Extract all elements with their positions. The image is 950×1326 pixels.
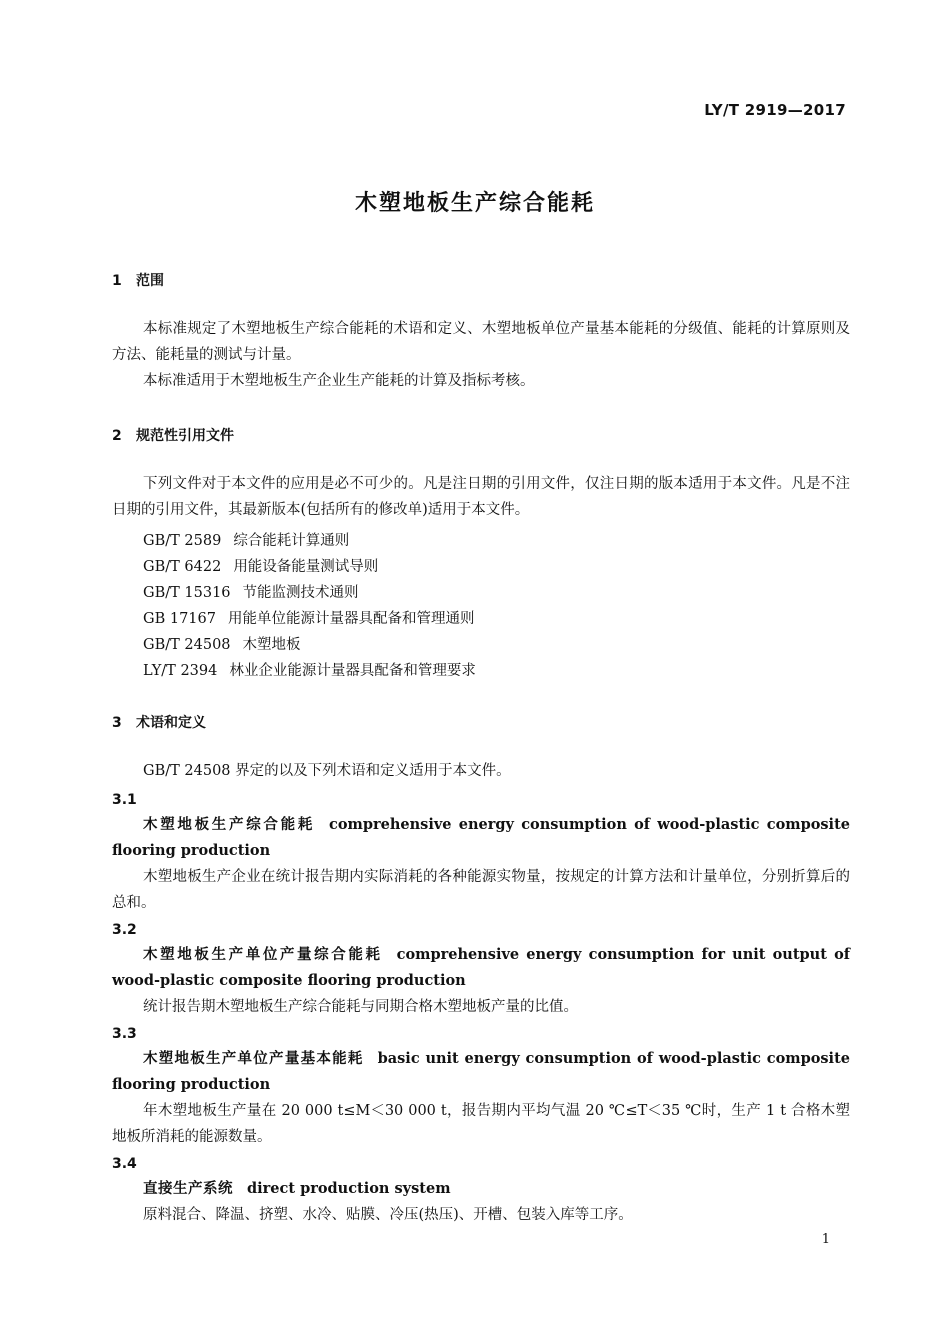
term-english: comprehensive energy consumption for unit output of wood-plastic composite flooring production (112, 946, 850, 989)
term-heading (112, 942, 850, 994)
reference-code: LY/T 2394 (143, 663, 218, 679)
reference-item (143, 581, 359, 602)
section-number: 1 (112, 273, 122, 289)
term-number: 3.1 (112, 792, 137, 808)
term-heading (112, 1176, 850, 1202)
section-title: 范围 (136, 273, 164, 289)
term-number: 3.2 (112, 922, 137, 938)
reference-title: 综合能耗计算通则 (233, 533, 350, 549)
reference-code: GB/T 15316 (143, 585, 231, 601)
section-heading-references (112, 425, 234, 445)
reference-item (143, 607, 474, 628)
scope-paragraph-1: 本标准规定了木塑地板生产综合能耗的术语和定义、木塑地板单位产量基本能耗的分级值、能耗的计算原则及方法、能耗量的测试与计量。 (112, 321, 850, 363)
reference-item (143, 633, 301, 654)
term-heading (112, 1046, 850, 1098)
page-number: 1 (821, 1232, 830, 1247)
reference-code: GB/T 6422 (143, 559, 222, 575)
reference-title: 节能监测技术通则 (242, 585, 359, 601)
term-definition: 原料混合、降温、挤塑、水冷、贴膜、冷压(热压)、开槽、包装入库等工序。 (143, 1207, 633, 1223)
term-english: comprehensive energy consumption of wood-plastic composite flooring production (112, 816, 850, 859)
reference-code: GB/T 2589 (143, 533, 222, 549)
term-english: basic unit energy consumption of wood-plastic composite flooring production (112, 1050, 850, 1093)
reference-title: 木塑地板 (242, 637, 301, 653)
section-title: 规范性引用文件 (136, 428, 234, 444)
page-title: 木塑地板生产综合能耗 (354, 191, 595, 216)
reference-title: 用能单位能源计量器具配备和管理通则 (227, 611, 475, 627)
term-number: 3.3 (112, 1026, 137, 1042)
reference-item (143, 659, 476, 680)
section-heading-scope (112, 270, 164, 290)
section-title: 术语和定义 (136, 715, 206, 731)
term-english: direct production system (247, 1180, 451, 1197)
reference-item (143, 529, 349, 550)
term-heading (112, 812, 850, 864)
terms-intro: GB/T 24508 界定的以及下列术语和定义适用于本文件。 (143, 763, 511, 779)
reference-item (143, 555, 378, 576)
term-definition: 年木塑地板生产量在 20 000 t≤M＜30 000 t，报告期内平均气温 20 ℃≤T＜35 ℃时，生产 1 t 合格木塑地板所消耗的能源数量。 (112, 1103, 850, 1145)
term-chinese: 木塑地板生产单位产量综合能耗 (143, 947, 383, 963)
term-chinese: 木塑地板生产单位产量基本能耗 (143, 1051, 364, 1067)
term-definition: 统计报告期木塑地板生产综合能耗与同期合格木塑地板产量的比值。 (143, 999, 578, 1015)
reference-title: 用能设备能量测试导则 (233, 559, 379, 575)
scope-paragraph-2: 本标准适用于木塑地板生产企业生产能耗的计算及指标考核。 (143, 373, 535, 389)
term-definition: 木塑地板生产企业在统计报告期内实际消耗的各种能源实物量，按规定的计算方法和计量单位，分别折算后的总和。 (112, 869, 850, 911)
term-number: 3.4 (112, 1156, 137, 1172)
reference-code: GB 17167 (143, 611, 216, 627)
references-intro: 下列文件对于本文件的应用是必不可少的。凡是注日期的引用文件，仅注日期的版本适用于本文件。凡是不注日期的引用文件，其最新版本(包括所有的修改单)适用于本文件。 (112, 476, 850, 518)
term-chinese: 直接生产系统 (143, 1181, 233, 1197)
reference-title: 林业企业能源计量器具配备和管理要求 (229, 663, 476, 679)
section-number: 3 (112, 715, 122, 731)
term-chinese: 木塑地板生产综合能耗 (143, 817, 316, 833)
section-heading-terms (112, 712, 206, 732)
reference-code: GB/T 24508 (143, 637, 231, 653)
section-number: 2 (112, 428, 122, 444)
standard-code: LY/T 2919—2017 (704, 101, 846, 119)
